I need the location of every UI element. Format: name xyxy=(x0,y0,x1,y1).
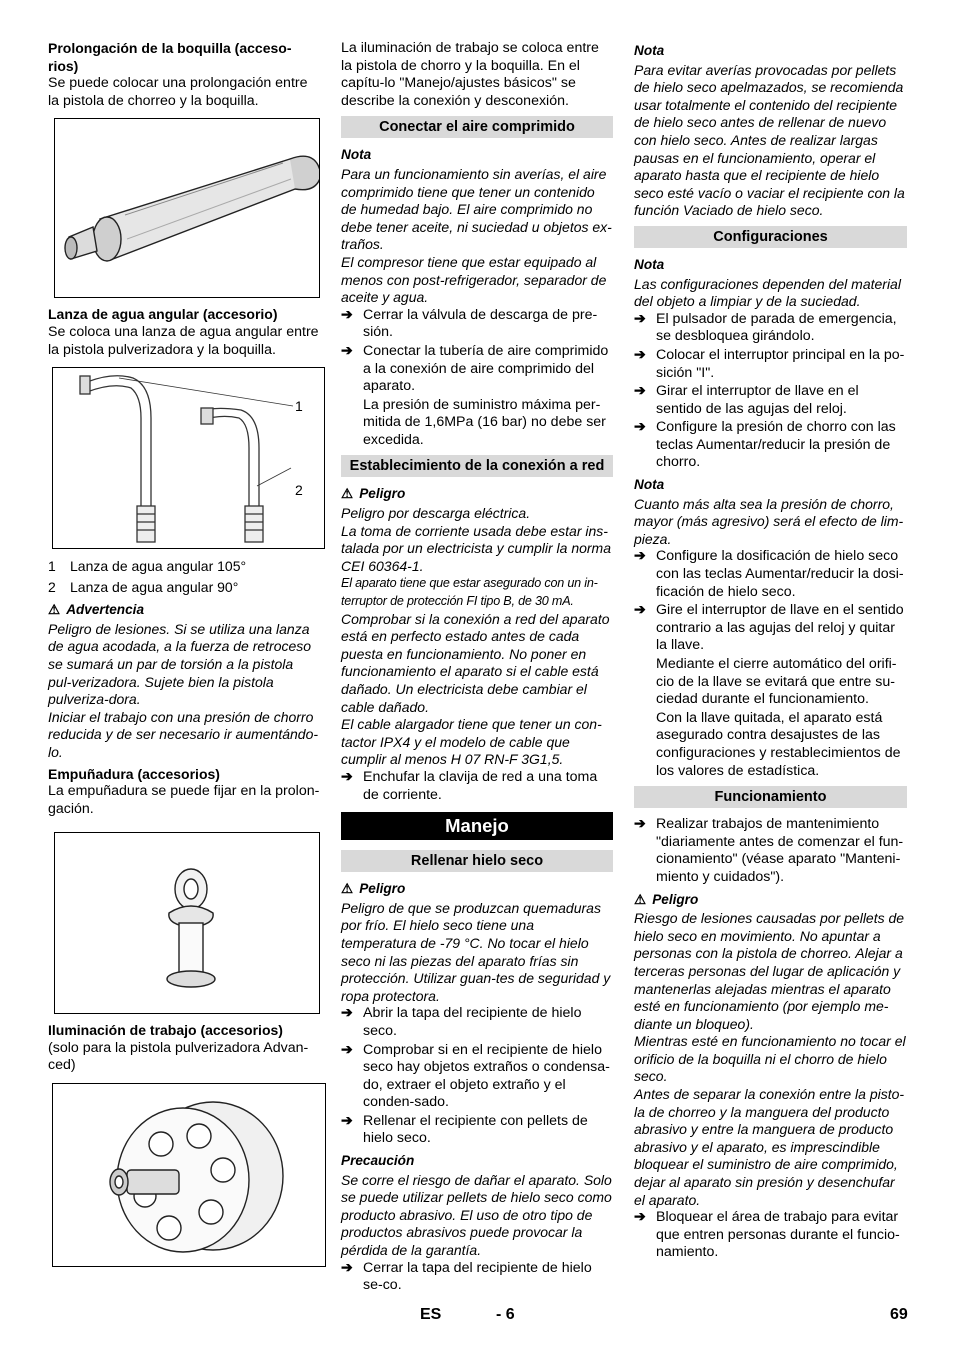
callout-2: 2 xyxy=(295,482,303,499)
caution-heading: Precaución xyxy=(341,1153,415,1169)
list-item: ➔ Cerrar la tapa del recipiente de hielo se-co. xyxy=(341,1259,592,1294)
list-item: ➔ Abrir la tapa del recipiente de hielo seco. xyxy=(341,1005,582,1039)
heading-mains-connection: Establecimiento de la conexión a red xyxy=(341,455,613,477)
angle-lances-illustration xyxy=(53,368,324,548)
danger-text-3: Antes de separar la conexión entre la pisto-la de chorreo y la manguera del producto abrasivo y entre la manguera de producto abrasivo y el aparato, es imprescindible bloquear el suministro de aire comprimido, dejar al aparato sin presión y desenchufar el aparato. xyxy=(634,1086,905,1208)
list-item: ➔ Gire el interruptor de llave en el sentido contrario a las agujas del reloj y quitar la llave. xyxy=(634,602,904,654)
warning-icon: ⚠ xyxy=(48,602,61,618)
footer-local-page: - 6 xyxy=(496,1306,515,1323)
arrow-icon: ➔ xyxy=(634,602,646,619)
column-1 xyxy=(48,40,320,1275)
work-light-illustration xyxy=(53,1084,325,1266)
column-3 xyxy=(634,40,907,1263)
list-item: ➔ El pulsador de parada de emergencia, se desbloquea girándolo. xyxy=(634,310,897,345)
figure-handle xyxy=(54,832,320,1014)
figure-nozzle-extension xyxy=(54,118,320,298)
steps-fill xyxy=(341,1005,613,1148)
section-text-angle-lance: Se coloca una lanza de agua angular entre la pistola pulverizadora y la boquilla. xyxy=(48,323,319,358)
warning-text-2: Iniciar el trabajo con una presión de chorro reducida y de ser necesario ir aumentándo-lo. xyxy=(48,708,319,760)
key-note-1: Mediante el cierre automático del orifi-cio de la llave se evitará que entre su-ciedad durante el funcionamiento. xyxy=(656,656,897,708)
note-heading-3: Nota xyxy=(634,477,665,493)
note-heading-2: Nota xyxy=(634,256,665,272)
key-note-2: Con la llave quitada, el aparato está asegurado contra desajustes de las configuraciones y restablecimientos de los valores de estadística. xyxy=(656,709,901,779)
arrow-icon: ➔ xyxy=(341,306,353,323)
danger-heading-1: ⚠ Peligro xyxy=(341,486,406,502)
note-heading-1: Nota xyxy=(341,147,372,163)
section-text-nozzle-extension: Se puede colocar una prolongación entre la pistola de chorreo y la boquilla. xyxy=(48,75,308,109)
steps-operation xyxy=(634,816,907,886)
section-title-nozzle-extension: Prolongación de la boquilla (acceso-rios) xyxy=(48,40,292,74)
arrow-icon: ➔ xyxy=(634,419,646,436)
note-text-1a: Para un funcionamiento sin averías, el aire comprimido tiene que tener un contenido de humedad bajo. El aire comprimido no debe tener aceite, ni suciedad u objetos ex-traños. xyxy=(341,165,612,253)
steps-compressed-air xyxy=(341,307,613,396)
danger-text: La toma de corriente usada debe estar ins-talada por un electricista y cumplir la norma CEI 60364-1. xyxy=(341,522,612,574)
pressure-note: La presión de suministro máxima per-mitida de 1,6MPa (16 bar) no debe ser excedida. xyxy=(363,396,606,448)
note-text: Para evitar averías provocadas por pellets de hielo seco apelmazados, se recomienda usar totalmente el contenido del recipiente de hielo seco antes de rellenar de nuevo con hielo seco. Antes de realizar largas pausas en el funcionamiento, operar el aparato hasta que el recipiente de hielo seco esté vacío o vaciar el recipiente con la función Vaciado de hielo seco. xyxy=(634,61,905,219)
section-text-handle: La empuñadura se puede fijar en la prolon-gación. xyxy=(48,783,320,817)
callout-1: 1 xyxy=(295,398,303,415)
arrow-icon: ➔ xyxy=(341,1005,353,1022)
list-item: ➔ Realizar trabajos de mantenimiento "diariamente antes de comenzar el fun-cionamiento" (véase aparato "Manteni-miento y cuidados"). xyxy=(634,816,904,885)
list-item: ➔ Configure la presión de chorro con las teclas Aumentar/reducir la presión de chorro. xyxy=(634,419,896,471)
caution-text: Se corre el riesgo de dañar el aparato. Solo se puede utilizar pellets de hielo seco como producto abrasivo. El uso de otro tipo de productos abrasivos puede provocar la pérdida de la garantía. xyxy=(341,1171,612,1259)
danger-heading-3: ⚠ Peligro xyxy=(634,891,699,907)
warning-icon: ⚠ xyxy=(634,891,647,907)
danger-text-3: Riesgo de lesiones causadas por pellets de hielo seco en movimiento. No apuntar a personas con la pistola de chorreo. Alejar a terceras personas del lugar de aplicación y mantenerlas alejadas mientras el aparato esté en funcionamiento (por ejemplo me-diante un bloqueo). xyxy=(634,910,905,1032)
arrow-icon: ➔ xyxy=(634,346,646,363)
section-title-work-light: Iluminación de trabajo (accesorios) xyxy=(48,1022,283,1039)
arrow-icon: ➔ xyxy=(341,1112,353,1129)
note-text-3: Cuanto más alta sea la presión de chorro, mayor (más agresivo) será el efecto de lim-pieza. xyxy=(634,495,904,547)
steps-mains xyxy=(341,769,613,804)
chapter-title-manejo: Manejo xyxy=(341,812,613,840)
heading-fill-dry-ice: Rellenar hielo seco xyxy=(341,850,613,872)
arrow-icon: ➔ xyxy=(634,383,646,400)
heading-operation: Funcionamiento xyxy=(634,786,907,808)
section-text-work-light: (solo para la pistola pulverizadora Advan-ced) xyxy=(48,1039,309,1074)
note-text-2: Las configuraciones dependen del material del objeto a limpiar y de la suciedad. xyxy=(634,275,901,310)
danger-text-3: Mientras esté en funcionamiento no tocar el orificio de la boquilla ni el chorro de hielo seco. xyxy=(634,1033,906,1085)
column-2 xyxy=(341,40,613,1296)
note-heading: Nota xyxy=(634,43,665,58)
danger-text: Peligro por descarga eléctrica. xyxy=(341,505,531,522)
intro-text: La iluminación de trabajo se coloca entre la pistola de chorro y la boquilla. En el capítu-lo "Manejo/ajustes básicos" se describe la conexión y desconexión. xyxy=(341,40,599,109)
list-item: ➔ Comprobar si en el recipiente de hielo seco hay objetos extraños o condensa-do, extraer el objeto extraño y el conden-sado. xyxy=(341,1041,610,1111)
footer-language: ES xyxy=(420,1306,442,1323)
handle-illustration xyxy=(55,833,319,1013)
steps-settings xyxy=(634,311,907,472)
figure-angle-lances xyxy=(52,367,325,549)
danger-text: El cable alargador tiene que tener un con-tactor IPX4 y el modelo de cable que cumplir al menos H 07 RN-F 3G1,5. xyxy=(341,716,602,768)
danger-text-2: Peligro de que se produzcan quemaduras por frío. El hielo seco tiene una temperatura de -79 °C. No tocar el hielo seco ni las piezas del aparato frías sin protección. Utilizar guan-tes de seguridad y ropa protectora. xyxy=(341,899,611,1004)
danger-heading-2: ⚠ Peligro xyxy=(341,881,406,897)
danger-text: Comprobar si la conexión a red del aparato está en perfecto estado antes de cada puesta en funcionamiento. No poner en funcionamiento el aparato si el cable está dañado. Un electricista debe cambiar el cable dañado. xyxy=(341,610,610,715)
list-item: ➔ Enchufar la clavija de red a una toma de corriente. xyxy=(341,768,598,803)
heading-settings: Configuraciones xyxy=(634,226,907,248)
arrow-icon: ➔ xyxy=(341,342,353,359)
list-item: ➔ Configure la dosificación de hielo seco con las teclas Aumentar/reducir la dosi-ficación de hielo seco. xyxy=(634,548,904,600)
list-item: ➔ Rellenar el recipiente con pellets de hielo seco. xyxy=(341,1112,588,1147)
arrow-icon: ➔ xyxy=(634,310,646,327)
nozzle-extension-illustration xyxy=(55,119,319,297)
legend-item-2: 2 Lanza de agua angular 90° xyxy=(48,579,239,596)
section-title-angle-lance: Lanza de agua angular (accesorio) xyxy=(48,306,278,323)
heading-compressed-air: Conectar el aire comprimido xyxy=(341,116,613,138)
note-text-1b: El compresor tiene que estar equipado al menos con post-refrigerador, separador de aceite y agua. xyxy=(341,253,607,306)
list-item: ➔ Girar el interruptor de llave en el sentido de las agujas del reloj. xyxy=(634,383,859,417)
arrow-icon: ➔ xyxy=(341,1259,353,1276)
arrow-icon: ➔ xyxy=(634,548,646,565)
arrow-icon: ➔ xyxy=(634,816,646,833)
section-title-handle: Empuñadura (accesorios) xyxy=(48,765,220,782)
warning-text-1: Peligro de lesiones. Si se utiliza una lanza de agua acodada, a la fuerza de retroceso se sumará un par de torsión a la pistola pul-verizadora. Sujete bien la pistola pulveriza-dora. xyxy=(48,620,312,708)
warning-icon: ⚠ xyxy=(341,881,354,897)
arrow-icon: ➔ xyxy=(634,1209,646,1226)
steps-dosing xyxy=(634,548,907,655)
figure-work-light xyxy=(52,1083,326,1267)
arrow-icon: ➔ xyxy=(341,1041,353,1058)
arrow-icon: ➔ xyxy=(341,768,353,785)
list-item: ➔ Colocar el interruptor principal en la po-sición "I". xyxy=(634,346,905,381)
steps-close-lid xyxy=(341,1260,613,1295)
list-item: ➔ Bloquear el área de trabajo para evitar que entren personas durante el funcio-namiento. xyxy=(634,1209,900,1261)
footer-page-number: 69 xyxy=(890,1306,908,1323)
warning-heading: ⚠ Advertencia xyxy=(48,602,145,618)
steps-block-area xyxy=(634,1209,907,1262)
list-item: ➔ Conectar la tubería de aire comprimido a la conexión de aire comprimido del aparato. xyxy=(341,342,609,395)
warning-icon: ⚠ xyxy=(341,486,354,502)
list-item: ➔ Cerrar la válvula de descarga de pre-sión. xyxy=(341,306,598,341)
danger-text-small: El aparato tiene que estar asegurado con un in-terruptor de protección FI tipo B, de 30 mA. xyxy=(341,576,598,609)
legend-item-1: 1 Lanza de agua angular 105° xyxy=(48,558,247,575)
